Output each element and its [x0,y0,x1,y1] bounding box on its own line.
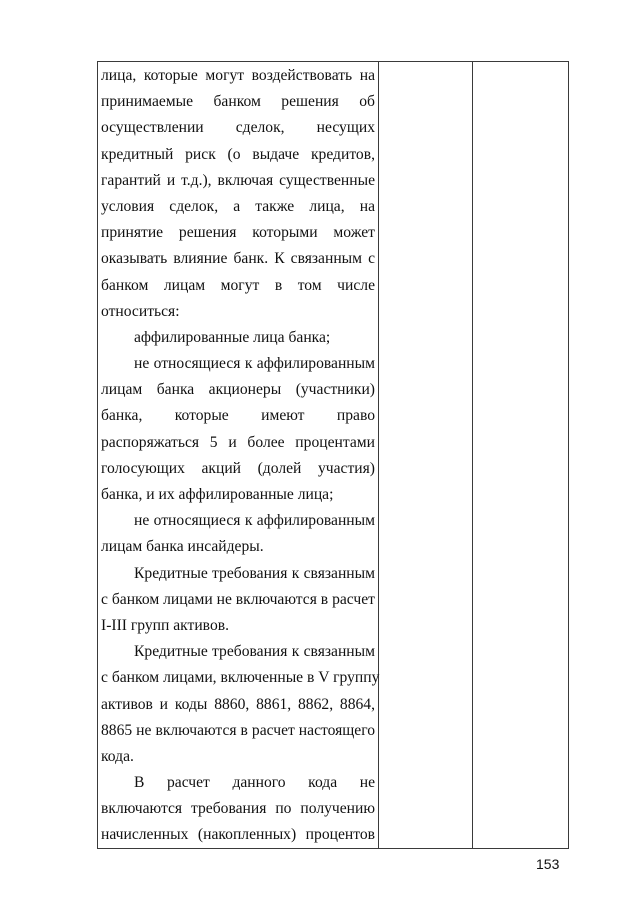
text-line: включаются требования по получению [101,800,375,818]
text-line: условия сделок, а также лица, на [101,197,375,215]
text-line: I-III групп активов. [101,616,230,634]
content-table [97,61,569,849]
text-line: лица, которые могут воздействовать на [101,67,375,84]
column-divider [472,62,473,848]
text-line: не относящиеся к аффилированным [134,355,375,373]
text-line: банка, которые имеют право [101,407,375,425]
text-line: В расчет данного кода не [134,774,375,792]
text-line: кода. [101,747,134,765]
text-line: банком лицам могут в том числе [101,276,375,294]
description-cell [101,63,380,849]
text-line: принятие решения которыми может [101,224,375,242]
text-line: лицам банка инсайдеры. [101,538,264,556]
text-line: банка, и их аффилированные лица; [101,486,334,503]
text-line: с банком лицами, включенные в V группу [101,669,380,687]
text-line: аффилированные лица банка; [134,328,331,346]
text-line: начисленных (накопленных) процентов [101,826,375,844]
text-line: активов и коды 8860, 8861, 8862, 8864, [101,695,375,713]
column-divider [378,62,379,848]
page-number: 153 [536,856,560,872]
text-line: 8865 не включаются в расчет настоящего [101,721,375,739]
text-line: гарантий и т.д.), включая существенные [101,171,375,189]
text-line: распоряжаться 5 и более процентами [101,433,375,451]
text-line: оказывать влияние банк. К связанным с [101,250,375,268]
text-line: кредитный риск (о выдаче кредитов, [101,145,375,163]
text-line: голосующих акций (долей участия) [101,459,375,477]
text-line: осуществлении сделок, несущих [101,119,375,137]
text-line: Кредитные требования к связанным [134,564,375,582]
text-line: принимаемые банком решения об [101,93,375,111]
text-line: лицам банка акционеры (участники) [101,381,375,399]
text-line: относиться: [101,302,180,320]
text-line: с банком лицами не включаются в расчет [101,590,375,608]
text-line: не относящиеся к аффилированным [134,512,375,530]
text-line: Кредитные требования к связанным [134,643,375,661]
